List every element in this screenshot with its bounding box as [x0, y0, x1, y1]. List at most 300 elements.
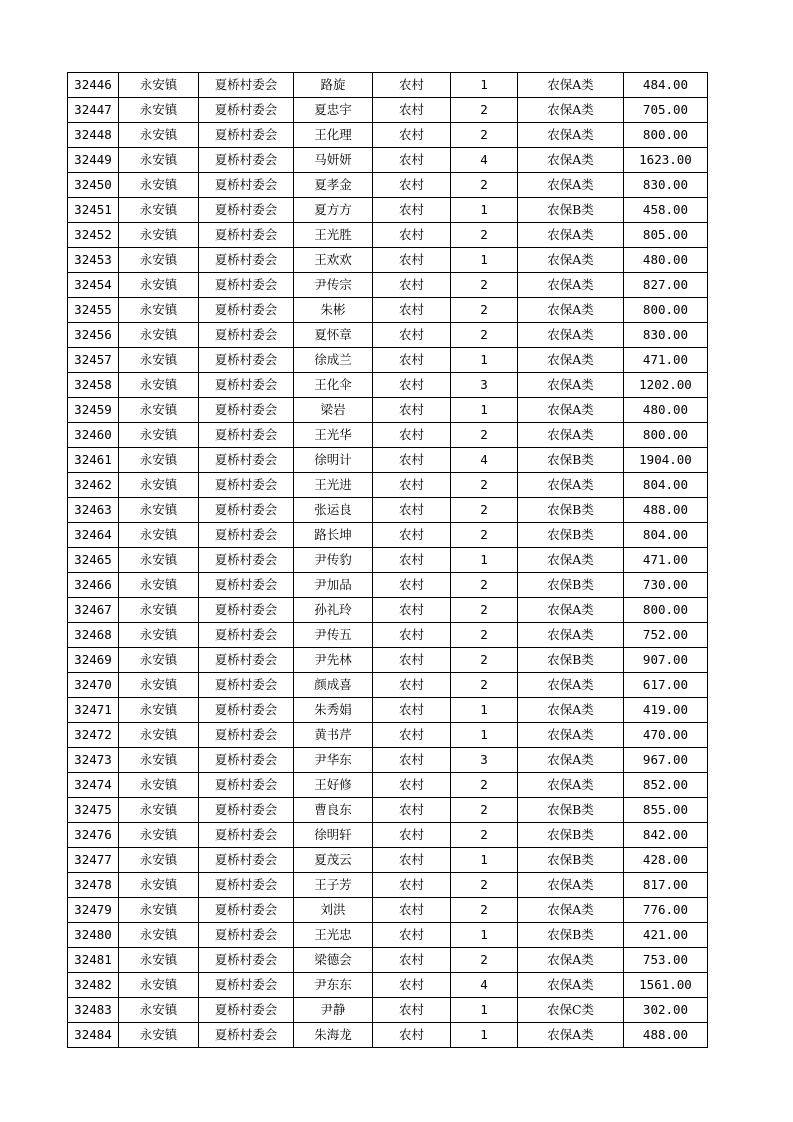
- town-cell: 永安镇: [119, 73, 199, 98]
- name-cell: 梁岩: [294, 398, 373, 423]
- town-cell: 永安镇: [119, 373, 199, 398]
- town-cell: 永安镇: [119, 973, 199, 998]
- member-count-cell: 2: [451, 423, 518, 448]
- village-committee-cell: 夏桥村委会: [199, 423, 294, 448]
- member-count-cell: 1: [451, 698, 518, 723]
- table-row: [68, 498, 708, 523]
- household-type-cell: 农村: [373, 123, 451, 148]
- record-id-cell: 32484: [68, 1023, 119, 1048]
- household-type-cell: 农村: [373, 548, 451, 573]
- household-type-cell: 农村: [373, 623, 451, 648]
- member-count-cell: 1: [451, 1023, 518, 1048]
- town-cell: 永安镇: [119, 823, 199, 848]
- name-cell: 梁德会: [294, 948, 373, 973]
- member-count-cell: 2: [451, 948, 518, 973]
- table-row: [68, 598, 708, 623]
- town-cell: 永安镇: [119, 673, 199, 698]
- town-cell: 永安镇: [119, 123, 199, 148]
- household-type-cell: 农村: [373, 498, 451, 523]
- household-type-cell: 农村: [373, 173, 451, 198]
- village-committee-cell: 夏桥村委会: [199, 298, 294, 323]
- table-row: [68, 998, 708, 1023]
- household-type-cell: 农村: [373, 573, 451, 598]
- table-row: [68, 173, 708, 198]
- town-cell: 永安镇: [119, 798, 199, 823]
- household-type-cell: 农村: [373, 798, 451, 823]
- insurance-category-cell: 农保B类: [518, 798, 624, 823]
- table-row: [68, 148, 708, 173]
- record-id-cell: 32454: [68, 273, 119, 298]
- member-count-cell: 2: [451, 98, 518, 123]
- insurance-category-cell: 农保A类: [518, 973, 624, 998]
- insurance-category-cell: 农保B类: [518, 848, 624, 873]
- member-count-cell: 2: [451, 273, 518, 298]
- member-count-cell: 1: [451, 73, 518, 98]
- insurance-category-cell: 农保B类: [518, 923, 624, 948]
- insurance-category-cell: 农保B类: [518, 198, 624, 223]
- town-cell: 永安镇: [119, 1023, 199, 1048]
- town-cell: 永安镇: [119, 98, 199, 123]
- table-row: [68, 98, 708, 123]
- amount-cell: 428.00: [624, 848, 708, 873]
- town-cell: 永安镇: [119, 223, 199, 248]
- village-committee-cell: 夏桥村委会: [199, 673, 294, 698]
- insurance-category-cell: 农保A类: [518, 773, 624, 798]
- town-cell: 永安镇: [119, 923, 199, 948]
- table-row: [68, 573, 708, 598]
- insurance-category-cell: 农保A类: [518, 548, 624, 573]
- household-type-cell: 农村: [373, 998, 451, 1023]
- town-cell: 永安镇: [119, 398, 199, 423]
- record-id-cell: 32471: [68, 698, 119, 723]
- member-count-cell: 2: [451, 473, 518, 498]
- insurance-category-cell: 农保B类: [518, 648, 624, 673]
- name-cell: 夏茂云: [294, 848, 373, 873]
- record-id-cell: 32477: [68, 848, 119, 873]
- member-count-cell: 4: [451, 448, 518, 473]
- name-cell: 尹东东: [294, 973, 373, 998]
- town-cell: 永安镇: [119, 623, 199, 648]
- name-cell: 尹先林: [294, 648, 373, 673]
- household-type-cell: 农村: [373, 398, 451, 423]
- insurance-category-cell: 农保B类: [518, 823, 624, 848]
- amount-cell: 705.00: [624, 98, 708, 123]
- amount-cell: 617.00: [624, 673, 708, 698]
- village-committee-cell: 夏桥村委会: [199, 523, 294, 548]
- amount-cell: 800.00: [624, 298, 708, 323]
- household-type-cell: 农村: [373, 373, 451, 398]
- household-type-cell: 农村: [373, 598, 451, 623]
- record-id-cell: 32473: [68, 748, 119, 773]
- member-count-cell: 2: [451, 648, 518, 673]
- insurance-category-cell: 农保B类: [518, 448, 624, 473]
- household-type-cell: 农村: [373, 148, 451, 173]
- record-id-cell: 32472: [68, 723, 119, 748]
- member-count-cell: 1: [451, 398, 518, 423]
- amount-cell: 817.00: [624, 873, 708, 898]
- name-cell: 刘洪: [294, 898, 373, 923]
- amount-cell: 471.00: [624, 348, 708, 373]
- record-id-cell: 32483: [68, 998, 119, 1023]
- household-type-cell: 农村: [373, 523, 451, 548]
- village-committee-cell: 夏桥村委会: [199, 173, 294, 198]
- amount-cell: 1623.00: [624, 148, 708, 173]
- record-id-cell: 32475: [68, 798, 119, 823]
- town-cell: 永安镇: [119, 173, 199, 198]
- member-count-cell: 2: [451, 823, 518, 848]
- table-row: [68, 298, 708, 323]
- town-cell: 永安镇: [119, 598, 199, 623]
- household-type-cell: 农村: [373, 448, 451, 473]
- table-row: [68, 323, 708, 348]
- name-cell: 夏孝金: [294, 173, 373, 198]
- insurance-category-cell: 农保A类: [518, 248, 624, 273]
- member-count-cell: 1: [451, 998, 518, 1023]
- name-cell: 王光忠: [294, 923, 373, 948]
- town-cell: 永安镇: [119, 248, 199, 273]
- record-id-cell: 32482: [68, 973, 119, 998]
- village-committee-cell: 夏桥村委会: [199, 98, 294, 123]
- member-count-cell: 2: [451, 898, 518, 923]
- table-row: [68, 73, 708, 98]
- table-row: [68, 723, 708, 748]
- table-row: [68, 423, 708, 448]
- table-row: [68, 873, 708, 898]
- record-id-cell: 32458: [68, 373, 119, 398]
- village-committee-cell: 夏桥村委会: [199, 648, 294, 673]
- member-count-cell: 1: [451, 848, 518, 873]
- household-type-cell: 农村: [373, 973, 451, 998]
- member-count-cell: 2: [451, 673, 518, 698]
- amount-cell: 842.00: [624, 823, 708, 848]
- village-committee-cell: 夏桥村委会: [199, 248, 294, 273]
- amount-cell: 827.00: [624, 273, 708, 298]
- town-cell: 永安镇: [119, 348, 199, 373]
- insurance-category-cell: 农保A类: [518, 373, 624, 398]
- member-count-cell: 2: [451, 223, 518, 248]
- member-count-cell: 4: [451, 148, 518, 173]
- town-cell: 永安镇: [119, 273, 199, 298]
- village-committee-cell: 夏桥村委会: [199, 848, 294, 873]
- household-type-cell: 农村: [373, 723, 451, 748]
- name-cell: 王光进: [294, 473, 373, 498]
- name-cell: 张运良: [294, 498, 373, 523]
- insurance-category-cell: 农保A类: [518, 1023, 624, 1048]
- amount-cell: 484.00: [624, 73, 708, 98]
- insurance-category-cell: 农保B类: [518, 573, 624, 598]
- household-type-cell: 农村: [373, 1023, 451, 1048]
- record-id-cell: 32466: [68, 573, 119, 598]
- town-cell: 永安镇: [119, 898, 199, 923]
- village-committee-cell: 夏桥村委会: [199, 273, 294, 298]
- member-count-cell: 3: [451, 373, 518, 398]
- table-row: [68, 373, 708, 398]
- name-cell: 王化伞: [294, 373, 373, 398]
- table-row: [68, 673, 708, 698]
- town-cell: 永安镇: [119, 148, 199, 173]
- amount-cell: 1202.00: [624, 373, 708, 398]
- record-id-cell: 32465: [68, 548, 119, 573]
- town-cell: 永安镇: [119, 573, 199, 598]
- name-cell: 夏忠宇: [294, 98, 373, 123]
- insurance-category-cell: 农保A类: [518, 723, 624, 748]
- record-id-cell: 32447: [68, 98, 119, 123]
- village-committee-cell: 夏桥村委会: [199, 373, 294, 398]
- record-id-cell: 32446: [68, 73, 119, 98]
- name-cell: 朱海龙: [294, 1023, 373, 1048]
- table-row: [68, 623, 708, 648]
- village-committee-cell: 夏桥村委会: [199, 598, 294, 623]
- household-type-cell: 农村: [373, 948, 451, 973]
- record-id-cell: 32449: [68, 148, 119, 173]
- amount-cell: 480.00: [624, 398, 708, 423]
- insurance-category-cell: 农保A类: [518, 598, 624, 623]
- table-row: [68, 523, 708, 548]
- village-committee-cell: 夏桥村委会: [199, 498, 294, 523]
- town-cell: 永安镇: [119, 548, 199, 573]
- record-id-cell: 32448: [68, 123, 119, 148]
- insurance-category-cell: 农保A类: [518, 398, 624, 423]
- member-count-cell: 1: [451, 923, 518, 948]
- amount-cell: 907.00: [624, 648, 708, 673]
- insurance-category-cell: 农保A类: [518, 623, 624, 648]
- amount-cell: 470.00: [624, 723, 708, 748]
- amount-cell: 852.00: [624, 773, 708, 798]
- record-id-cell: 32478: [68, 873, 119, 898]
- record-id-cell: 32453: [68, 248, 119, 273]
- table-row: [68, 748, 708, 773]
- village-committee-cell: 夏桥村委会: [199, 1023, 294, 1048]
- town-cell: 永安镇: [119, 948, 199, 973]
- amount-cell: 804.00: [624, 473, 708, 498]
- amount-cell: 830.00: [624, 323, 708, 348]
- member-count-cell: 2: [451, 798, 518, 823]
- name-cell: 徐明轩: [294, 823, 373, 848]
- record-id-cell: 32470: [68, 673, 119, 698]
- town-cell: 永安镇: [119, 423, 199, 448]
- village-committee-cell: 夏桥村委会: [199, 923, 294, 948]
- village-committee-cell: 夏桥村委会: [199, 973, 294, 998]
- town-cell: 永安镇: [119, 198, 199, 223]
- household-type-cell: 农村: [373, 848, 451, 873]
- insurance-category-cell: 农保A类: [518, 98, 624, 123]
- record-id-cell: 32480: [68, 923, 119, 948]
- amount-cell: 480.00: [624, 248, 708, 273]
- table-row: [68, 348, 708, 373]
- name-cell: 王光华: [294, 423, 373, 448]
- record-id-cell: 32457: [68, 348, 119, 373]
- household-type-cell: 农村: [373, 323, 451, 348]
- town-cell: 永安镇: [119, 748, 199, 773]
- insurance-category-cell: 农保A类: [518, 348, 624, 373]
- member-count-cell: 1: [451, 248, 518, 273]
- village-committee-cell: 夏桥村委会: [199, 348, 294, 373]
- name-cell: 徐明计: [294, 448, 373, 473]
- village-committee-cell: 夏桥村委会: [199, 448, 294, 473]
- member-count-cell: 1: [451, 548, 518, 573]
- town-cell: 永安镇: [119, 448, 199, 473]
- record-id-cell: 32456: [68, 323, 119, 348]
- insurance-category-cell: 农保C类: [518, 998, 624, 1023]
- insurance-category-cell: 农保A类: [518, 298, 624, 323]
- table-row: [68, 773, 708, 798]
- household-type-cell: 农村: [373, 773, 451, 798]
- member-count-cell: 2: [451, 623, 518, 648]
- household-type-cell: 农村: [373, 673, 451, 698]
- member-count-cell: 2: [451, 123, 518, 148]
- insurance-category-cell: 农保A类: [518, 123, 624, 148]
- table-row: [68, 948, 708, 973]
- record-id-cell: 32469: [68, 648, 119, 673]
- village-committee-cell: 夏桥村委会: [199, 873, 294, 898]
- member-count-cell: 2: [451, 323, 518, 348]
- name-cell: 王光胜: [294, 223, 373, 248]
- village-committee-cell: 夏桥村委会: [199, 473, 294, 498]
- record-id-cell: 32461: [68, 448, 119, 473]
- household-type-cell: 农村: [373, 698, 451, 723]
- town-cell: 永安镇: [119, 848, 199, 873]
- amount-cell: 800.00: [624, 598, 708, 623]
- village-committee-cell: 夏桥村委会: [199, 623, 294, 648]
- member-count-cell: 1: [451, 198, 518, 223]
- table-row: [68, 1023, 708, 1048]
- town-cell: 永安镇: [119, 498, 199, 523]
- insurance-category-cell: 农保A类: [518, 698, 624, 723]
- table-row: [68, 398, 708, 423]
- table-row: [68, 898, 708, 923]
- town-cell: 永安镇: [119, 873, 199, 898]
- member-count-cell: 2: [451, 873, 518, 898]
- name-cell: 孙礼玲: [294, 598, 373, 623]
- amount-cell: 800.00: [624, 123, 708, 148]
- name-cell: 马妍妍: [294, 148, 373, 173]
- amount-cell: 752.00: [624, 623, 708, 648]
- amount-cell: 753.00: [624, 948, 708, 973]
- name-cell: 王化理: [294, 123, 373, 148]
- amount-cell: 804.00: [624, 523, 708, 548]
- village-committee-cell: 夏桥村委会: [199, 548, 294, 573]
- town-cell: 永安镇: [119, 773, 199, 798]
- town-cell: 永安镇: [119, 298, 199, 323]
- table-row: [68, 973, 708, 998]
- household-type-cell: 农村: [373, 98, 451, 123]
- amount-cell: 488.00: [624, 498, 708, 523]
- household-type-cell: 农村: [373, 423, 451, 448]
- insurance-category-cell: 农保A类: [518, 323, 624, 348]
- town-cell: 永安镇: [119, 648, 199, 673]
- name-cell: 夏方方: [294, 198, 373, 223]
- record-id-cell: 32463: [68, 498, 119, 523]
- name-cell: 尹传豹: [294, 548, 373, 573]
- table-body: [68, 73, 708, 1048]
- village-committee-cell: 夏桥村委会: [199, 798, 294, 823]
- household-type-cell: 农村: [373, 273, 451, 298]
- table-row: [68, 198, 708, 223]
- amount-cell: 967.00: [624, 748, 708, 773]
- village-committee-cell: 夏桥村委会: [199, 148, 294, 173]
- amount-cell: 302.00: [624, 998, 708, 1023]
- amount-cell: 1561.00: [624, 973, 708, 998]
- record-id-cell: 32450: [68, 173, 119, 198]
- record-id-cell: 32481: [68, 948, 119, 973]
- name-cell: 王子芳: [294, 873, 373, 898]
- household-type-cell: 农村: [373, 823, 451, 848]
- village-committee-cell: 夏桥村委会: [199, 198, 294, 223]
- record-id-cell: 32460: [68, 423, 119, 448]
- data-table: [67, 72, 708, 1048]
- village-committee-cell: 夏桥村委会: [199, 898, 294, 923]
- table-row: [68, 248, 708, 273]
- amount-cell: 1904.00: [624, 448, 708, 473]
- household-type-cell: 农村: [373, 73, 451, 98]
- member-count-cell: 2: [451, 173, 518, 198]
- name-cell: 尹传宗: [294, 273, 373, 298]
- name-cell: 徐成兰: [294, 348, 373, 373]
- village-committee-cell: 夏桥村委会: [199, 998, 294, 1023]
- amount-cell: 830.00: [624, 173, 708, 198]
- member-count-cell: 2: [451, 773, 518, 798]
- table-row: [68, 223, 708, 248]
- village-committee-cell: 夏桥村委会: [199, 73, 294, 98]
- record-id-cell: 32479: [68, 898, 119, 923]
- household-type-cell: 农村: [373, 248, 451, 273]
- record-id-cell: 32474: [68, 773, 119, 798]
- amount-cell: 421.00: [624, 923, 708, 948]
- town-cell: 永安镇: [119, 723, 199, 748]
- insurance-category-cell: 农保A类: [518, 898, 624, 923]
- amount-cell: 471.00: [624, 548, 708, 573]
- record-id-cell: 32468: [68, 623, 119, 648]
- insurance-category-cell: 农保A类: [518, 73, 624, 98]
- name-cell: 朱秀娟: [294, 698, 373, 723]
- village-committee-cell: 夏桥村委会: [199, 823, 294, 848]
- amount-cell: 805.00: [624, 223, 708, 248]
- table-row: [68, 273, 708, 298]
- table-row: [68, 123, 708, 148]
- member-count-cell: 2: [451, 573, 518, 598]
- household-type-cell: 农村: [373, 198, 451, 223]
- amount-cell: 458.00: [624, 198, 708, 223]
- village-committee-cell: 夏桥村委会: [199, 398, 294, 423]
- name-cell: 王欢欢: [294, 248, 373, 273]
- table-row: [68, 548, 708, 573]
- name-cell: 路长坤: [294, 523, 373, 548]
- town-cell: 永安镇: [119, 473, 199, 498]
- village-committee-cell: 夏桥村委会: [199, 223, 294, 248]
- table-row: [68, 648, 708, 673]
- name-cell: 颜成喜: [294, 673, 373, 698]
- table-row: [68, 923, 708, 948]
- member-count-cell: 3: [451, 748, 518, 773]
- record-id-cell: 32464: [68, 523, 119, 548]
- town-cell: 永安镇: [119, 998, 199, 1023]
- household-type-cell: 农村: [373, 923, 451, 948]
- household-type-cell: 农村: [373, 348, 451, 373]
- name-cell: 夏怀章: [294, 323, 373, 348]
- insurance-category-cell: 农保B类: [518, 523, 624, 548]
- member-count-cell: 4: [451, 973, 518, 998]
- name-cell: 尹加品: [294, 573, 373, 598]
- record-id-cell: 32459: [68, 398, 119, 423]
- amount-cell: 419.00: [624, 698, 708, 723]
- insurance-category-cell: 农保A类: [518, 948, 624, 973]
- table-row: [68, 473, 708, 498]
- village-committee-cell: 夏桥村委会: [199, 773, 294, 798]
- name-cell: 王好修: [294, 773, 373, 798]
- household-type-cell: 农村: [373, 223, 451, 248]
- amount-cell: 730.00: [624, 573, 708, 598]
- record-id-cell: 32476: [68, 823, 119, 848]
